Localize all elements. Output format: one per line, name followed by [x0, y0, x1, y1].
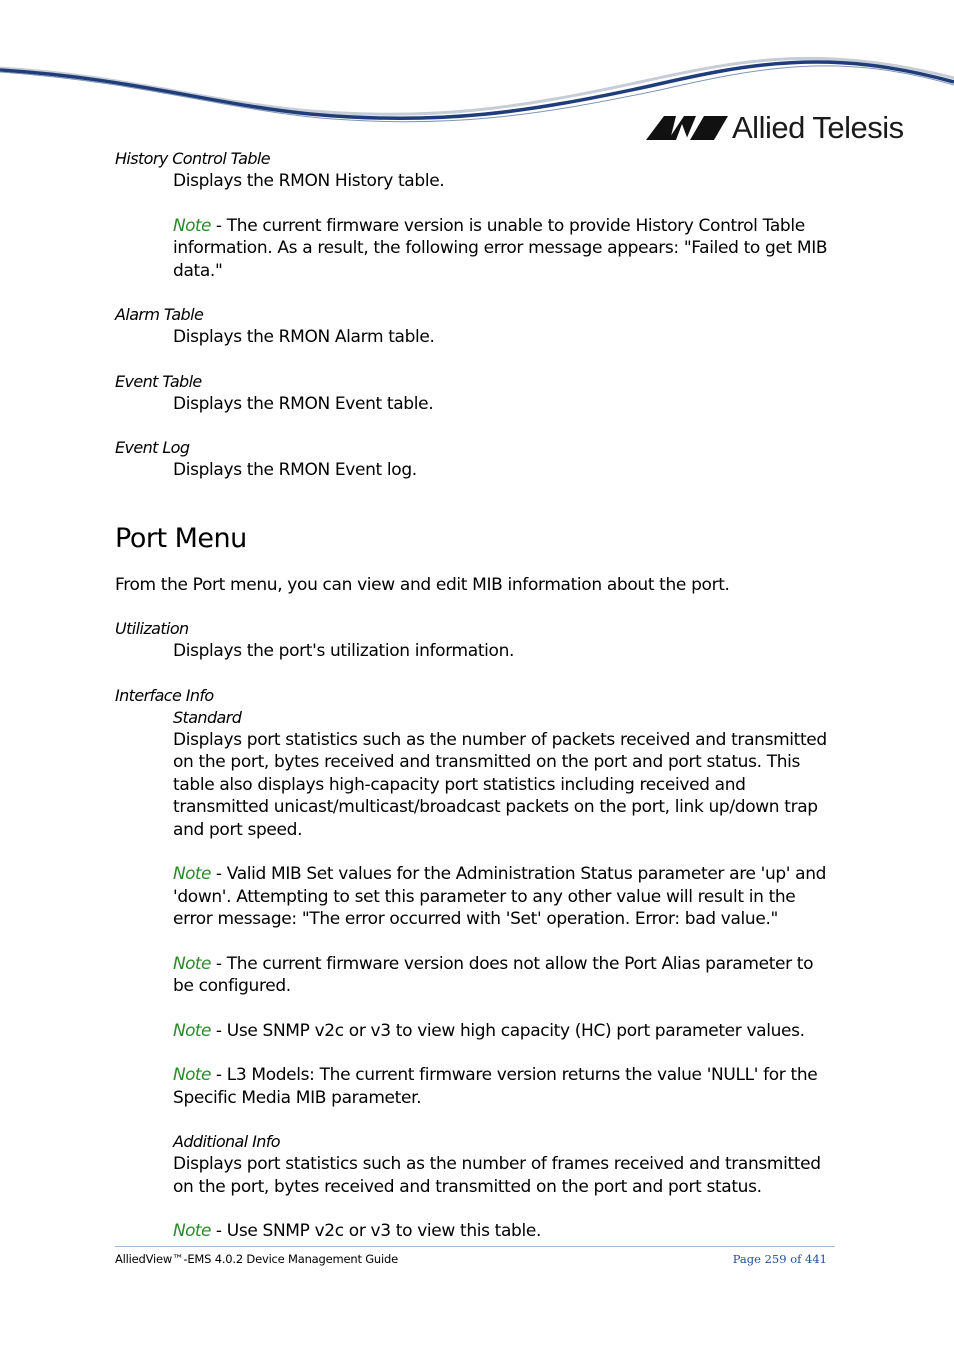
term-utilization: Utilization	[115, 619, 189, 638]
desc-standard: Displays port statistics such as the number of packets received and transmitted on the port, bytes received and transmitted on the port and port status. This table also displays high-capacity port statistics including received and transmitted unicast/multicast/broadcast packets on the port, link up/down trap and port speed.	[173, 729, 827, 840]
note-text: - The current firmware version does not allow the Port Alias parameter to be configured.	[173, 953, 814, 996]
desc-additional-info: Displays port statistics such as the number of frames received and transmitted on the port, bytes received and transmitted on the port and port status.	[173, 1154, 821, 1197]
term-additional-info: Additional Info	[173, 1132, 280, 1151]
footer-guide-title: AlliedView™-EMS 4.0.2 Device Management Guide	[115, 1252, 398, 1266]
desc-utilization: Displays the port's utilization information.	[173, 641, 515, 661]
term-interface-info: Interface Info	[115, 685, 214, 705]
allied-telesis-logo-mark	[646, 114, 730, 144]
desc-alarm-table: Displays the RMON Alarm table.	[173, 327, 435, 347]
allied-telesis-logo	[646, 110, 906, 146]
note-text: - Use SNMP v2c or v3 to view this table.	[210, 1221, 542, 1241]
term-event-table: Event Table	[115, 371, 202, 391]
port-menu-intro: From the Port menu, you can view and edit MIB information about the port.	[115, 574, 730, 595]
note-history-control-table	[115, 215, 835, 283]
note-snmp-hc	[115, 1020, 835, 1043]
note-admin-status	[115, 863, 835, 931]
note-label: Note	[173, 1065, 211, 1085]
note-label: Note	[173, 1020, 211, 1041]
note-text: - L3 Models: The current firmware version returns the value 'NULL' for the Specific Media MIB parameter.	[173, 1065, 818, 1108]
note-label: Note	[173, 953, 211, 974]
note-text: - Use SNMP v2c or v3 to view high capacity (HC) port parameter values.	[210, 1020, 805, 1041]
logo-wordmark: Allied Telesis	[732, 110, 904, 145]
footer-page-number: Page 259 of 441	[732, 1252, 827, 1266]
term-event-log: Event Log	[115, 438, 190, 457]
note-label: Note	[173, 215, 211, 236]
desc-event-log: Displays the RMON Event log.	[173, 460, 417, 480]
desc-history-control-table: Displays the RMON History table.	[173, 171, 445, 191]
footer-divider	[115, 1246, 835, 1247]
term-history-control-table: History Control Table	[115, 149, 271, 168]
note-port-alias	[115, 953, 835, 998]
term-standard: Standard	[173, 707, 242, 727]
note-additional-info	[115, 1220, 835, 1243]
note-text: - The current firmware version is unable to provide History Control Table information. As a result, the following error message appears: "Failed to get MIB data."	[173, 215, 828, 281]
note-label: Note	[173, 1221, 211, 1241]
document-body	[115, 148, 835, 1243]
section-heading-port-menu: Port Menu	[115, 522, 247, 554]
note-text: - Valid MIB Set values for the Administration Status parameter are 'up' and 'down'. Attempting to set this parameter to any other value will result in the error message: "The error occurred with 'Set' operation. Error: bad value."	[173, 864, 827, 929]
term-alarm-table: Alarm Table	[115, 305, 204, 324]
desc-event-table: Displays the RMON Event table.	[173, 393, 434, 414]
note-label: Note	[173, 864, 211, 884]
note-l3-models	[115, 1064, 835, 1109]
